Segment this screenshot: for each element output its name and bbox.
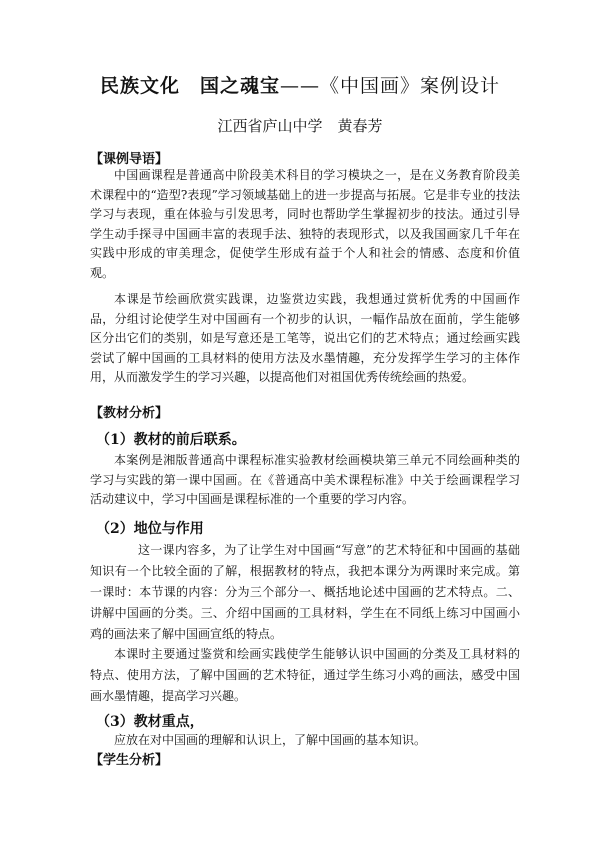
- subsection-2-paragraph-2: 本课时主要通过鉴赏和绘画实践使学生能够认识中国画的分类及工具材料的特点、使用方法，了解中国画的艺术特征，通过学生练习小鸡的画法，感受中国画水墨情趣，提高学习兴趣。: [90, 647, 520, 703]
- intro-heading: 【课例导语】: [90, 152, 169, 167]
- subsection-2-heading: （2）地位与作用: [96, 521, 204, 537]
- student-analysis-heading: 【学生分析】: [90, 753, 169, 768]
- author-line: 江西省庐山中学 黄春芳: [217, 117, 383, 135]
- document-title: [0, 71, 600, 98]
- subsection-3-paragraph: 应放在对中国画的理解和认识上，了解中国画的基本知识。: [114, 733, 427, 747]
- subsection-1-heading: （1）教材的前后联系。: [96, 432, 246, 448]
- analysis-heading: 【教材分析】: [90, 406, 169, 421]
- subsection-1-paragraph: 本案例是湘版普通高中课程标准实验教材绘画模块第三单元不同绘画种类的学习与实践的第一课中国画。在《普通高中美术课程标准》中关于绘画课程学习活动建议中，学习中国画是课程标准的一个重要的学习内容。: [90, 453, 520, 507]
- title-rest: ——《中国画》案例设计: [280, 75, 501, 97]
- intro-paragraph-1: 中国画课程是普通高中阶段美术科目的学习模块之一，是在义务教育阶段美术课程中的“造型?表现”学习领域基础上的进一步提高与拓展。它是非专业的技法学习与表现，重在体验与引发思考，同时也帮助学生掌握初步的技法。通过引导学生动手探寻中国画丰富的表现手法、独特的表现形式，以及我国画家几千年在实践中形成的审美理念，促使学生形成有益于个人和社会的情感、态度和价值观。: [90, 168, 520, 280]
- subsection-3-heading: （3）教材重点，: [96, 714, 204, 730]
- subsection-2-paragraph-1: 这一课内容多，为了让学生对中国画“写意”的艺术特征和中国画的基础知识有一个比较全面的了解，根据教材的特点，我把本课分为两课时来完成。第一课时：本节课的内容：分为三个部分一、概括地论述中国画的艺术特点。二、讲解中国画的分类。三、介绍中国画的工具材料，学生在不同纸上练习中国画小鸡的画法来了解中国画宣纸的特点。: [90, 543, 520, 641]
- title-main: 民族文化 国之魂宝: [99, 75, 280, 97]
- intro-paragraph-2: 本课是节绘画欣赏实践课，边鉴赏边实践，我想通过赏析优秀的中国画作品，分组讨论使学生对中国画有一个初步的认识，一幅作品放在面前，学生能够区分出它们的类别，如是写意还是工笔等，说出它们的艺术特点；通过绘画实践尝试了解中国画的工具材料的使用方法及水墨情趣，充分发挥学生学习的主体作用，从而激发学生的学习兴趣，以提高他们对祖国优秀传统绘画的热爱。: [90, 292, 520, 385]
